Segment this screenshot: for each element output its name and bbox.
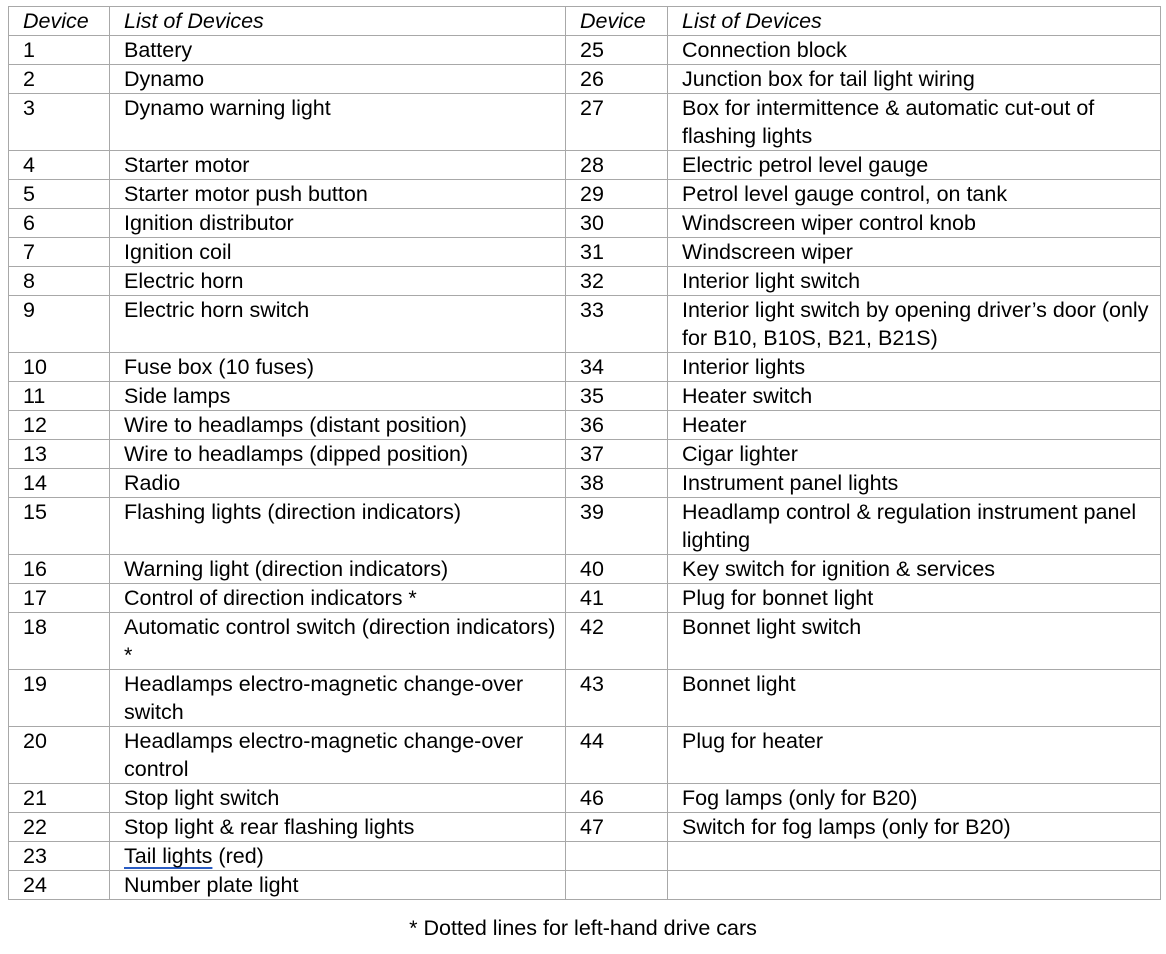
device-number: 2 bbox=[9, 65, 110, 94]
table-row bbox=[9, 440, 1161, 469]
device-number: 36 bbox=[566, 411, 668, 440]
device-number: 44 bbox=[566, 727, 668, 784]
device-number: 16 bbox=[9, 555, 110, 584]
device-name: Cigar lighter bbox=[668, 440, 1161, 469]
device-number: 4 bbox=[9, 151, 110, 180]
device-number: 1 bbox=[9, 36, 110, 65]
device-name: Electric horn switch bbox=[110, 296, 566, 353]
device-name: Headlamp control & regulation instrument panel lighting bbox=[668, 498, 1161, 555]
table-header-row bbox=[9, 7, 1161, 36]
table-row bbox=[9, 813, 1161, 842]
table-row bbox=[9, 353, 1161, 382]
table-row bbox=[9, 94, 1161, 151]
device-number: 3 bbox=[9, 94, 110, 151]
device-name: Connection block bbox=[668, 36, 1161, 65]
table-row bbox=[9, 382, 1161, 411]
device-number: 39 bbox=[566, 498, 668, 555]
table-row bbox=[9, 267, 1161, 296]
device-number-empty bbox=[566, 842, 668, 871]
device-name: Windscreen wiper control knob bbox=[668, 209, 1161, 238]
header-device-right: Device bbox=[566, 7, 668, 36]
table-row bbox=[9, 613, 1161, 670]
device-number: 15 bbox=[9, 498, 110, 555]
device-number: 13 bbox=[9, 440, 110, 469]
device-name: Headlamps electro-magnetic change-over control bbox=[110, 727, 566, 784]
table-row bbox=[9, 151, 1161, 180]
device-name: Fuse box (10 fuses) bbox=[110, 353, 566, 382]
device-number: 35 bbox=[566, 382, 668, 411]
device-number: 41 bbox=[566, 584, 668, 613]
table-row bbox=[9, 871, 1161, 900]
table-row bbox=[9, 65, 1161, 94]
device-name: Starter motor bbox=[110, 151, 566, 180]
device-name: Wire to headlamps (dipped position) bbox=[110, 440, 566, 469]
device-name: Windscreen wiper bbox=[668, 238, 1161, 267]
device-number: 12 bbox=[9, 411, 110, 440]
device-name: Plug for bonnet light bbox=[668, 584, 1161, 613]
table-row bbox=[9, 36, 1161, 65]
table-row bbox=[9, 784, 1161, 813]
device-name: Stop light & rear flashing lights bbox=[110, 813, 566, 842]
device-number: 9 bbox=[9, 296, 110, 353]
header-device-left: Device bbox=[9, 7, 110, 36]
device-name: Battery bbox=[110, 36, 566, 65]
device-number: 33 bbox=[566, 296, 668, 353]
device-name: Headlamps electro-magnetic change-over switch bbox=[110, 670, 566, 727]
device-name-empty bbox=[668, 842, 1161, 871]
device-name: Bonnet light bbox=[668, 670, 1161, 727]
device-number: 17 bbox=[9, 584, 110, 613]
device-number: 26 bbox=[566, 65, 668, 94]
device-name: Petrol level gauge control, on tank bbox=[668, 180, 1161, 209]
device-name: Box for intermittence & automatic cut-out of flashing lights bbox=[668, 94, 1161, 151]
table-row bbox=[9, 296, 1161, 353]
device-name: Side lamps bbox=[110, 382, 566, 411]
device-name: Starter motor push button bbox=[110, 180, 566, 209]
device-name: Instrument panel lights bbox=[668, 469, 1161, 498]
header-list-left: List of Devices bbox=[110, 7, 566, 36]
table-row bbox=[9, 469, 1161, 498]
device-name: Interior light switch by opening driver’s door (only for B10, B10S, B21, B21S) bbox=[668, 296, 1161, 353]
header-list-right: List of Devices bbox=[668, 7, 1161, 36]
device-name: Control of direction indicators * bbox=[110, 584, 566, 613]
device-name: Ignition coil bbox=[110, 238, 566, 267]
table-row bbox=[9, 555, 1161, 584]
device-number: 27 bbox=[566, 94, 668, 151]
device-name: Heater switch bbox=[668, 382, 1161, 411]
device-number: 30 bbox=[566, 209, 668, 238]
device-number: 19 bbox=[9, 670, 110, 727]
device-name: Plug for heater bbox=[668, 727, 1161, 784]
tail-lights-underlined-text: Tail lights bbox=[124, 844, 213, 868]
device-number: 7 bbox=[9, 238, 110, 267]
device-name: Electric petrol level gauge bbox=[668, 151, 1161, 180]
device-name: Electric horn bbox=[110, 267, 566, 296]
device-number: 29 bbox=[566, 180, 668, 209]
device-name: Stop light switch bbox=[110, 784, 566, 813]
device-number: 6 bbox=[9, 209, 110, 238]
table-row bbox=[9, 842, 1161, 871]
device-name: Ignition distributor bbox=[110, 209, 566, 238]
device-number: 10 bbox=[9, 353, 110, 382]
device-number: 34 bbox=[566, 353, 668, 382]
device-name: Wire to headlamps (distant position) bbox=[110, 411, 566, 440]
table-row bbox=[9, 498, 1161, 555]
table-row bbox=[9, 209, 1161, 238]
table-row bbox=[9, 584, 1161, 613]
device-number: 28 bbox=[566, 151, 668, 180]
device-number: 43 bbox=[566, 670, 668, 727]
device-number: 5 bbox=[9, 180, 110, 209]
device-number: 8 bbox=[9, 267, 110, 296]
device-number: 25 bbox=[566, 36, 668, 65]
device-number: 14 bbox=[9, 469, 110, 498]
device-name: Switch for fog lamps (only for B20) bbox=[668, 813, 1161, 842]
device-number: 40 bbox=[566, 555, 668, 584]
footnote: * Dotted lines for left-hand drive cars bbox=[409, 916, 757, 940]
device-name: Interior light switch bbox=[668, 267, 1161, 296]
device-name: Flashing lights (direction indicators) bbox=[110, 498, 566, 555]
device-name: Bonnet light switch bbox=[668, 613, 1161, 670]
device-table bbox=[8, 6, 1161, 900]
device-number: 20 bbox=[9, 727, 110, 784]
device-name: Radio bbox=[110, 469, 566, 498]
device-name bbox=[110, 842, 566, 871]
tail-lights-rest-text: (red) bbox=[212, 844, 264, 868]
device-number: 32 bbox=[566, 267, 668, 296]
table-row bbox=[9, 238, 1161, 267]
table-row bbox=[9, 727, 1161, 784]
device-number: 11 bbox=[9, 382, 110, 411]
device-table-container bbox=[8, 6, 1160, 900]
device-number: 47 bbox=[566, 813, 668, 842]
table-row bbox=[9, 180, 1161, 209]
device-name: Dynamo warning light bbox=[110, 94, 566, 151]
device-number: 38 bbox=[566, 469, 668, 498]
device-number: 22 bbox=[9, 813, 110, 842]
device-name: Automatic control switch (direction indicators) * bbox=[110, 613, 566, 670]
table-row bbox=[9, 670, 1161, 727]
device-number-empty bbox=[566, 871, 668, 900]
device-name-empty bbox=[668, 871, 1161, 900]
device-number: 46 bbox=[566, 784, 668, 813]
device-name: Warning light (direction indicators) bbox=[110, 555, 566, 584]
device-number: 37 bbox=[566, 440, 668, 469]
device-name: Interior lights bbox=[668, 353, 1161, 382]
device-number: 31 bbox=[566, 238, 668, 267]
device-name: Key switch for ignition & services bbox=[668, 555, 1161, 584]
device-number: 21 bbox=[9, 784, 110, 813]
device-name: Fog lamps (only for B20) bbox=[668, 784, 1161, 813]
device-number: 18 bbox=[9, 613, 110, 670]
device-number: 23 bbox=[9, 842, 110, 871]
device-name: Number plate light bbox=[110, 871, 566, 900]
device-name: Heater bbox=[668, 411, 1161, 440]
device-number: 24 bbox=[9, 871, 110, 900]
device-name: Dynamo bbox=[110, 65, 566, 94]
table-row bbox=[9, 411, 1161, 440]
device-name: Junction box for tail light wiring bbox=[668, 65, 1161, 94]
device-number: 42 bbox=[566, 613, 668, 670]
